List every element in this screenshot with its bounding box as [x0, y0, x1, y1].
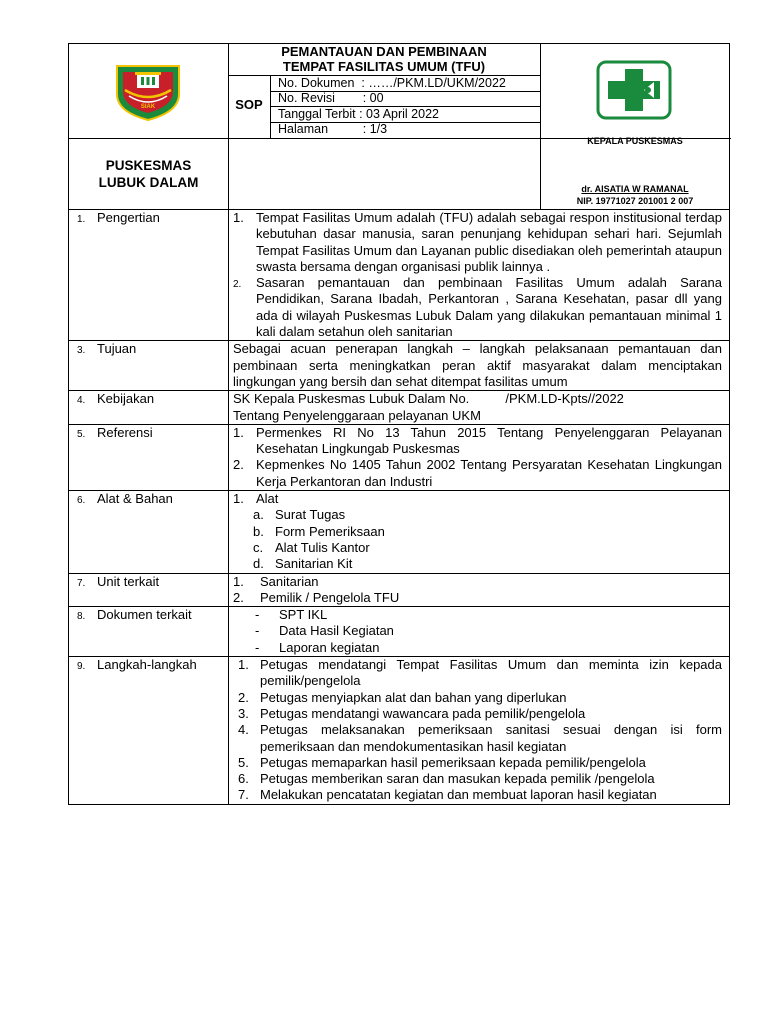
siak-regency-logo — [111, 60, 185, 122]
list-item — [233, 210, 722, 275]
row-content — [229, 424, 730, 490]
list-text: Pemilik / Pengelola TFU — [260, 589, 400, 605]
sop-content-table — [68, 209, 730, 805]
row-title: Pengertian — [97, 210, 160, 225]
list-item — [233, 540, 722, 556]
title-line-1: PEMANTAUAN DAN PEMBINAAN — [281, 44, 487, 59]
list-text: Sanitarian Kit — [275, 556, 353, 572]
list-text: Sasaran pemantauan dan pembinaan Fasilitas Umum adalah Sarana Pendidikan, Sarana Ibadah, Perkantoran , Sarana Kesehatan, pasar dll yang ada di wilayah Puskesmas Lubuk Dalam yang dilakukan pemantauan minimal 1 kali dalam setahun oleh sanitarian — [256, 275, 722, 340]
table-row — [69, 341, 730, 391]
row-content — [229, 210, 730, 341]
organization-name — [69, 157, 228, 191]
list-text: SPT IKL — [279, 607, 328, 623]
row-content — [229, 657, 730, 805]
list-marker: 2. — [233, 457, 244, 473]
row-content — [229, 573, 730, 607]
org-line-2: LUBUK DALAM — [98, 175, 199, 190]
row-label — [69, 424, 229, 490]
document-number: No. Dokumen : ……/PKM.LD/UKM/2022 — [278, 76, 506, 90]
list-text: Tempat Fasilitas Umum adalah (TFU) adalah sebagai respon institusional terdap kebutuhan dasar manusia, saran penunjang kehidupan sehari hari. Sejumlah Tempat Fasilitas Umum dan Layanan public disediakan oleh pemerintah ataupun swasta bersama dengan organisasi publik lainnya . — [256, 210, 722, 274]
row-label — [69, 491, 229, 573]
policy-line-1: SK Kepala Puskesmas Lubuk Dalam No. /PKM.LD-Kpts//2022 — [233, 391, 624, 407]
row-number: 3. — [77, 345, 86, 357]
list-item — [233, 623, 722, 639]
sop-header — [68, 43, 730, 210]
row-label — [69, 573, 229, 607]
list-text: Petugas mendatangi wawancara pada pemilik/pengelola — [260, 705, 586, 721]
list-marker: - — [255, 639, 260, 655]
row-number: 5. — [77, 428, 86, 440]
list-text: Sanitarian — [260, 573, 319, 589]
title-line-2: TEMPAT FASILITAS UMUM (TFU) — [282, 59, 486, 74]
row-number: 7. — [77, 577, 86, 589]
table-row — [69, 573, 730, 607]
list-marker: 4. — [238, 722, 249, 738]
list-item — [233, 706, 722, 722]
list-text: Petugas melaksanakan pemeriksaan sanitasi sesuai dengan isi form pemeriksaan dan mendokumentasikan hasil kegiatan — [260, 722, 722, 754]
list-text: Form Pemeriksaan — [275, 523, 385, 539]
row-number: 9. — [77, 661, 86, 673]
row-number: 8. — [77, 611, 86, 623]
table-row — [69, 210, 730, 341]
list-marker: a. — [253, 507, 264, 523]
row-content — [229, 491, 730, 573]
list-marker: 1. — [233, 573, 244, 589]
list-item — [233, 425, 722, 458]
signer-nip: NIP. 19771027 201001 2 007 — [576, 196, 694, 206]
list-item — [233, 771, 722, 787]
issue-date: Tanggal Terbit : 03 April 2022 — [278, 107, 439, 121]
list-marker: b. — [253, 523, 264, 539]
list-marker: 1. — [233, 210, 244, 225]
list-marker: - — [255, 623, 260, 639]
list-text: Petugas memberikan saran dan masukan kepada pemilik /pengelola — [260, 771, 655, 787]
table-row — [69, 491, 730, 573]
row-title: Dokumen terkait — [97, 607, 192, 623]
list-marker: 2. — [238, 689, 249, 705]
list-text: Permenkes RI No 13 Tahun 2015 Tentang Penyelenggaran Pelayanan Kesehatan Lingkungab Puskesmas — [256, 424, 722, 457]
row-title: Referensi — [97, 424, 153, 440]
list-marker: 1. — [233, 491, 244, 507]
row-content — [229, 607, 730, 657]
table-row — [69, 607, 730, 657]
table-row — [69, 424, 730, 490]
row-content — [229, 391, 730, 425]
page-number: Halaman : 1/3 — [278, 122, 388, 136]
row-title: Unit terkait — [97, 573, 160, 589]
list-text: Alat Tulis Kantor — [275, 539, 370, 555]
row-label — [69, 391, 229, 425]
row-label — [69, 210, 229, 341]
list-text: Petugas memaparkan hasil pemeriksaan kepada pemilik/pengelola — [260, 754, 646, 770]
row-label — [69, 341, 229, 391]
list-item — [233, 755, 722, 771]
row-content: Sebagai acuan penerapan langkah – langkah pelaksanaan pemantauan dan pembinaan serta meningkatkan peran aktif masyarakat dalam menciptakan lingkungan yang bersih dan sehat ditempat fasilitas umum — [229, 341, 730, 391]
row-label — [69, 657, 229, 805]
list-marker: 3. — [238, 705, 249, 721]
sop-label: SOP — [235, 97, 263, 112]
list-item — [233, 722, 722, 755]
puskesmas-logo — [596, 60, 672, 120]
list-item — [233, 607, 722, 623]
list-item — [233, 640, 722, 656]
row-title: Langkah-langkah — [97, 657, 197, 673]
row-title: Tujuan — [97, 341, 137, 357]
list-marker: 1. — [238, 657, 249, 673]
list-text: Data Hasil Kegiatan — [279, 623, 394, 639]
document-title — [228, 44, 540, 74]
list-item — [233, 690, 722, 706]
list-marker: - — [255, 607, 260, 623]
row-label — [69, 607, 229, 657]
row-title: Kebijakan — [97, 391, 155, 407]
list-item — [233, 507, 722, 523]
row-number: 4. — [77, 395, 86, 407]
list-item — [233, 275, 722, 340]
org-line-1: PUSKESMAS — [105, 158, 192, 173]
list-text: Petugas menyiapkan alat dan bahan yang diperlukan — [260, 689, 567, 705]
list-text: Laporan kegiatan — [279, 639, 380, 655]
list-marker: c. — [253, 539, 264, 555]
list-marker: 2. — [233, 589, 244, 605]
head-title: KEPALA PUSKESMAS — [587, 136, 683, 146]
list-text: Alat — [256, 491, 279, 507]
row-title: Alat & Bahan — [97, 491, 173, 507]
logo-text: SIAK — [140, 104, 156, 110]
list-marker: 7. — [238, 787, 249, 803]
list-item — [233, 787, 722, 803]
list-item — [233, 491, 722, 507]
signer-name: dr. AISATIA W RAMANAL — [581, 184, 689, 194]
list-text: Melakukan pencatatan kegiatan dan membuat laporan hasil kegiatan — [260, 787, 657, 803]
list-marker: 5. — [238, 754, 249, 770]
list-item — [233, 574, 722, 590]
list-text: Surat Tugas — [275, 507, 346, 523]
policy-line-2: Tentang Penyelenggaraan pelayanan UKM — [233, 407, 481, 423]
list-item — [233, 556, 722, 572]
list-item — [233, 457, 722, 490]
list-marker: 1. — [233, 424, 244, 440]
list-item — [233, 657, 722, 690]
table-row — [69, 391, 730, 425]
list-text: Petugas mendatangi Tempat Fasilitas Umum dan meminta izin kepada pemilik/pengelola — [260, 657, 722, 689]
list-text: Kepmenkes No 1405 Tahun 2002 Tentang Persyaratan Kesehatan Lingkungan Kerja Perkantoran dan Industri — [256, 457, 722, 489]
list-marker: d. — [253, 556, 264, 572]
list-item — [233, 590, 722, 606]
revision-number: No. Revisi : 00 — [278, 91, 384, 105]
list-item — [233, 524, 722, 540]
row-number: 6. — [77, 495, 86, 507]
list-marker: 2. — [233, 279, 242, 291]
list-marker: 6. — [238, 771, 249, 787]
row-number: 1. — [77, 214, 86, 225]
table-row — [69, 657, 730, 805]
